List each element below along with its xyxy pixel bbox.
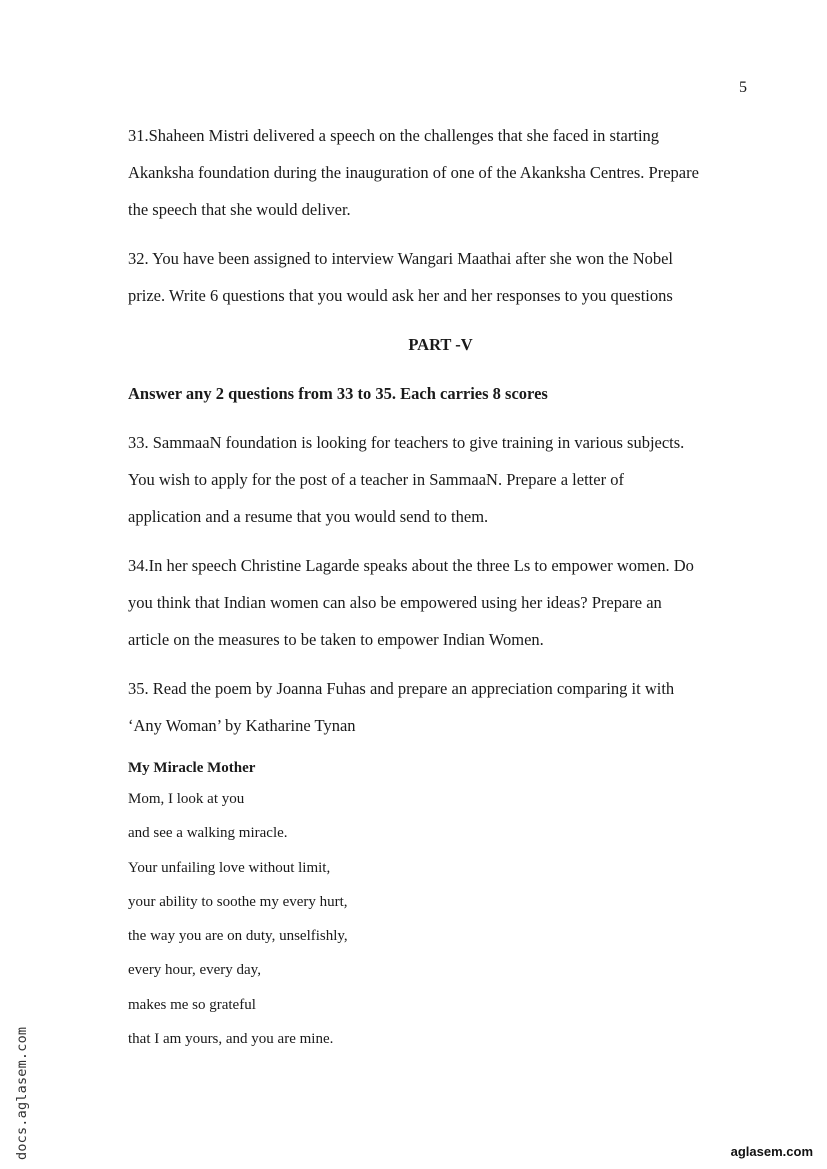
question-line: article on the measures to be taken to empower Indian Women. xyxy=(128,630,544,649)
poem-line: your ability to soothe my every hurt, xyxy=(128,893,348,910)
question-35 xyxy=(128,670,753,744)
poem-line: that I am yours, and you are mine. xyxy=(128,1031,334,1048)
question-line: ‘Any Woman’ by Katharine Tynan xyxy=(128,716,356,735)
question-33 xyxy=(128,424,753,535)
question-31 xyxy=(128,117,753,228)
page-number: 5 xyxy=(739,79,747,96)
question-line: 33. SammaaN foundation is looking for teachers to give training in various subjects. xyxy=(128,433,685,452)
corner-watermark: aglasem.com xyxy=(730,1144,813,1159)
question-line: the speech that she would deliver. xyxy=(128,200,351,219)
question-line: You wish to apply for the post of a teacher in SammaaN. Prepare a letter of xyxy=(128,470,624,489)
poem-body xyxy=(128,782,753,1056)
poem-line: Your unfailing love without limit, xyxy=(128,859,331,876)
part-heading: PART -V xyxy=(408,335,473,354)
question-line: prize. Write 6 questions that you would ask her and her responses to you questions xyxy=(128,286,673,305)
poem-line: every hour, every day, xyxy=(128,962,261,979)
document-body xyxy=(128,117,753,1056)
question-line: 34.In her speech Christine Lagarde speaks about the three Ls to empower women. Do xyxy=(128,556,694,575)
side-watermark: docs.aglasem.com xyxy=(14,1026,30,1160)
poem-line: Mom, I look at you xyxy=(128,791,245,807)
question-line: Akanksha foundation during the inauguration of one of the Akanksha Centres. Prepare xyxy=(128,163,699,182)
question-line: 35. Read the poem by Joanna Fuhas and prepare an appreciation comparing it with xyxy=(128,679,675,698)
poem-line: makes me so grateful xyxy=(128,996,256,1013)
question-line: you think that Indian women can also be empowered using her ideas? Prepare an xyxy=(128,593,662,612)
question-line: 31.Shaheen Mistri delivered a speech on the challenges that she faced in starting xyxy=(128,126,660,145)
question-line: application and a resume that you would send to them. xyxy=(128,507,489,526)
question-32 xyxy=(128,240,753,314)
poem-title: My Miracle Mother xyxy=(128,760,256,776)
poem-line: the way you are on duty, unselfishly, xyxy=(128,928,348,945)
question-line: 32. You have been assigned to interview Wangari Maathai after she won the Nobel xyxy=(128,249,674,268)
section-instruction: Answer any 2 questions from 33 to 35. Each carries 8 scores xyxy=(128,384,548,403)
poem-line: and see a walking miracle. xyxy=(128,825,288,842)
question-34 xyxy=(128,547,753,658)
